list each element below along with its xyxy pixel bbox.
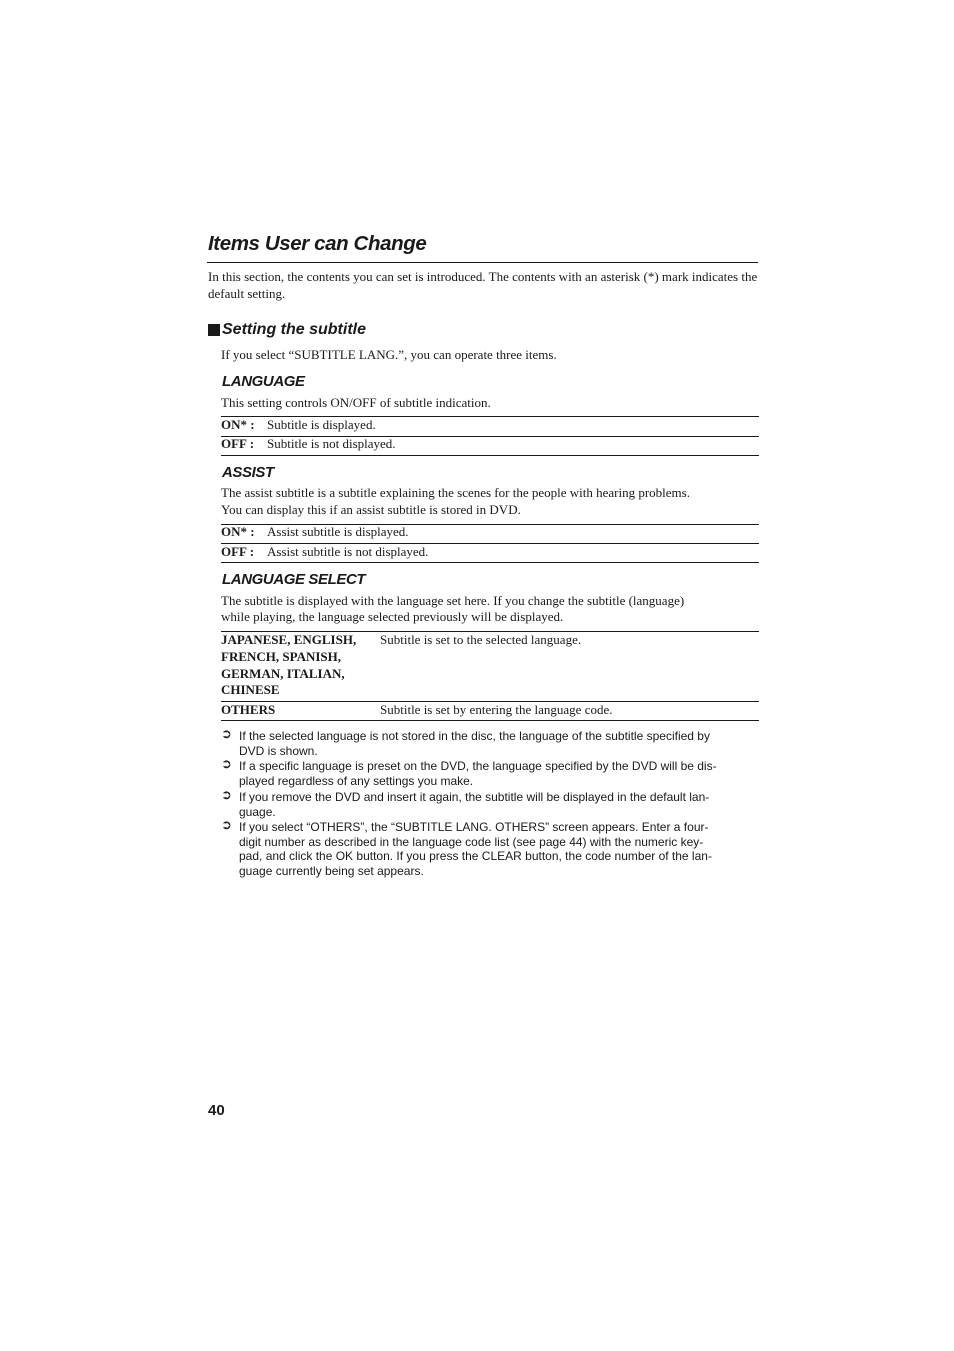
title-rule — [207, 262, 758, 263]
language-list-line: JAPANESE, ENGLISH, — [221, 632, 357, 647]
option-value: Assist subtitle is not displayed. — [267, 544, 429, 559]
note-item — [221, 756, 761, 788]
note-line: DVD is shown. — [239, 743, 318, 758]
row-value: Subtitle is set by entering the language code. — [380, 702, 613, 717]
option-row — [221, 543, 429, 560]
note-line: guage currently being set appears. — [239, 863, 424, 878]
option-row — [221, 435, 396, 452]
note-line: digit number as described in the language code list (see page 44) with the numeric key- — [239, 834, 704, 849]
language-select-description-line: while playing, the language selected previously will be displayed. — [221, 609, 564, 624]
intro-text: In this section, the contents you can set is introduced. The contents with an asterisk (*) mark indicates the default setting. — [208, 269, 758, 301]
note-line: If you remove the DVD and insert it again, the subtitle will be displayed in the default lan- — [239, 790, 710, 804]
option-key: OFF : — [221, 544, 255, 559]
option-row — [221, 416, 376, 433]
assist-heading: ASSIST — [222, 464, 274, 481]
note-line: played regardless of any settings you make. — [239, 773, 474, 788]
table-rule — [221, 455, 759, 456]
option-value: Subtitle is not displayed. — [267, 436, 396, 451]
note-item — [221, 787, 761, 819]
assist-description-line: The assist subtitle is a subtitle explaining the scenes for the people with hearing problems. — [221, 485, 690, 500]
assist-description-line: You can display this if an assist subtitle is stored in DVD. — [221, 502, 521, 517]
section-heading — [208, 321, 366, 339]
note-line: guage. — [239, 804, 276, 819]
language-list-line: GERMAN, ITALIAN, — [221, 666, 345, 681]
option-key: ON* : — [221, 524, 255, 539]
language-heading: LANGUAGE — [222, 373, 305, 390]
arrow-icon: ➲ — [221, 756, 232, 771]
section-heading-text: Setting the subtitle — [222, 321, 366, 338]
arrow-icon: ➲ — [221, 817, 232, 832]
row-value: Subtitle is set to the selected language. — [380, 632, 582, 647]
language-select-description-line: The subtitle is displayed with the language set here. If you change the subtitle (language) — [221, 593, 685, 608]
section-lead: If you select “SUBTITLE LANG.”, you can operate three items. — [221, 347, 557, 362]
note-item — [221, 817, 761, 878]
arrow-icon: ➲ — [221, 787, 232, 802]
option-value: Assist subtitle is displayed. — [267, 524, 409, 539]
note-line: pad, and click the OK button. If you press the CLEAR button, the code number of the lan- — [239, 849, 712, 863]
row-key: OTHERS — [221, 702, 276, 717]
note-line: If you select “OTHERS”, the “SUBTITLE LANG. OTHERS” screen appears. Enter a four- — [239, 820, 709, 834]
page-title: Items User can Change — [208, 232, 427, 255]
language-list-line: FRENCH, SPANISH, — [221, 649, 342, 664]
option-row — [221, 523, 409, 540]
language-description: This setting controls ON/OFF of subtitle indication. — [221, 395, 491, 410]
language-select-heading: LANGUAGE SELECT — [222, 571, 366, 588]
table-rule — [221, 562, 759, 563]
note-line: If the selected language is not stored in the disc, the language of the subtitle specified by — [239, 729, 710, 743]
option-value: Subtitle is displayed. — [267, 417, 376, 432]
option-key: ON* : — [221, 417, 255, 432]
note-item — [221, 726, 761, 758]
note-line: If a specific language is preset on the DVD, the language specified by the DVD will be dis- — [239, 759, 717, 773]
option-key: OFF : — [221, 436, 255, 451]
arrow-icon: ➲ — [221, 726, 232, 741]
page-number: 40 — [208, 1102, 225, 1119]
table-rule — [221, 720, 759, 721]
language-list-line: CHINESE — [221, 682, 280, 697]
square-bullet-icon — [208, 324, 220, 336]
